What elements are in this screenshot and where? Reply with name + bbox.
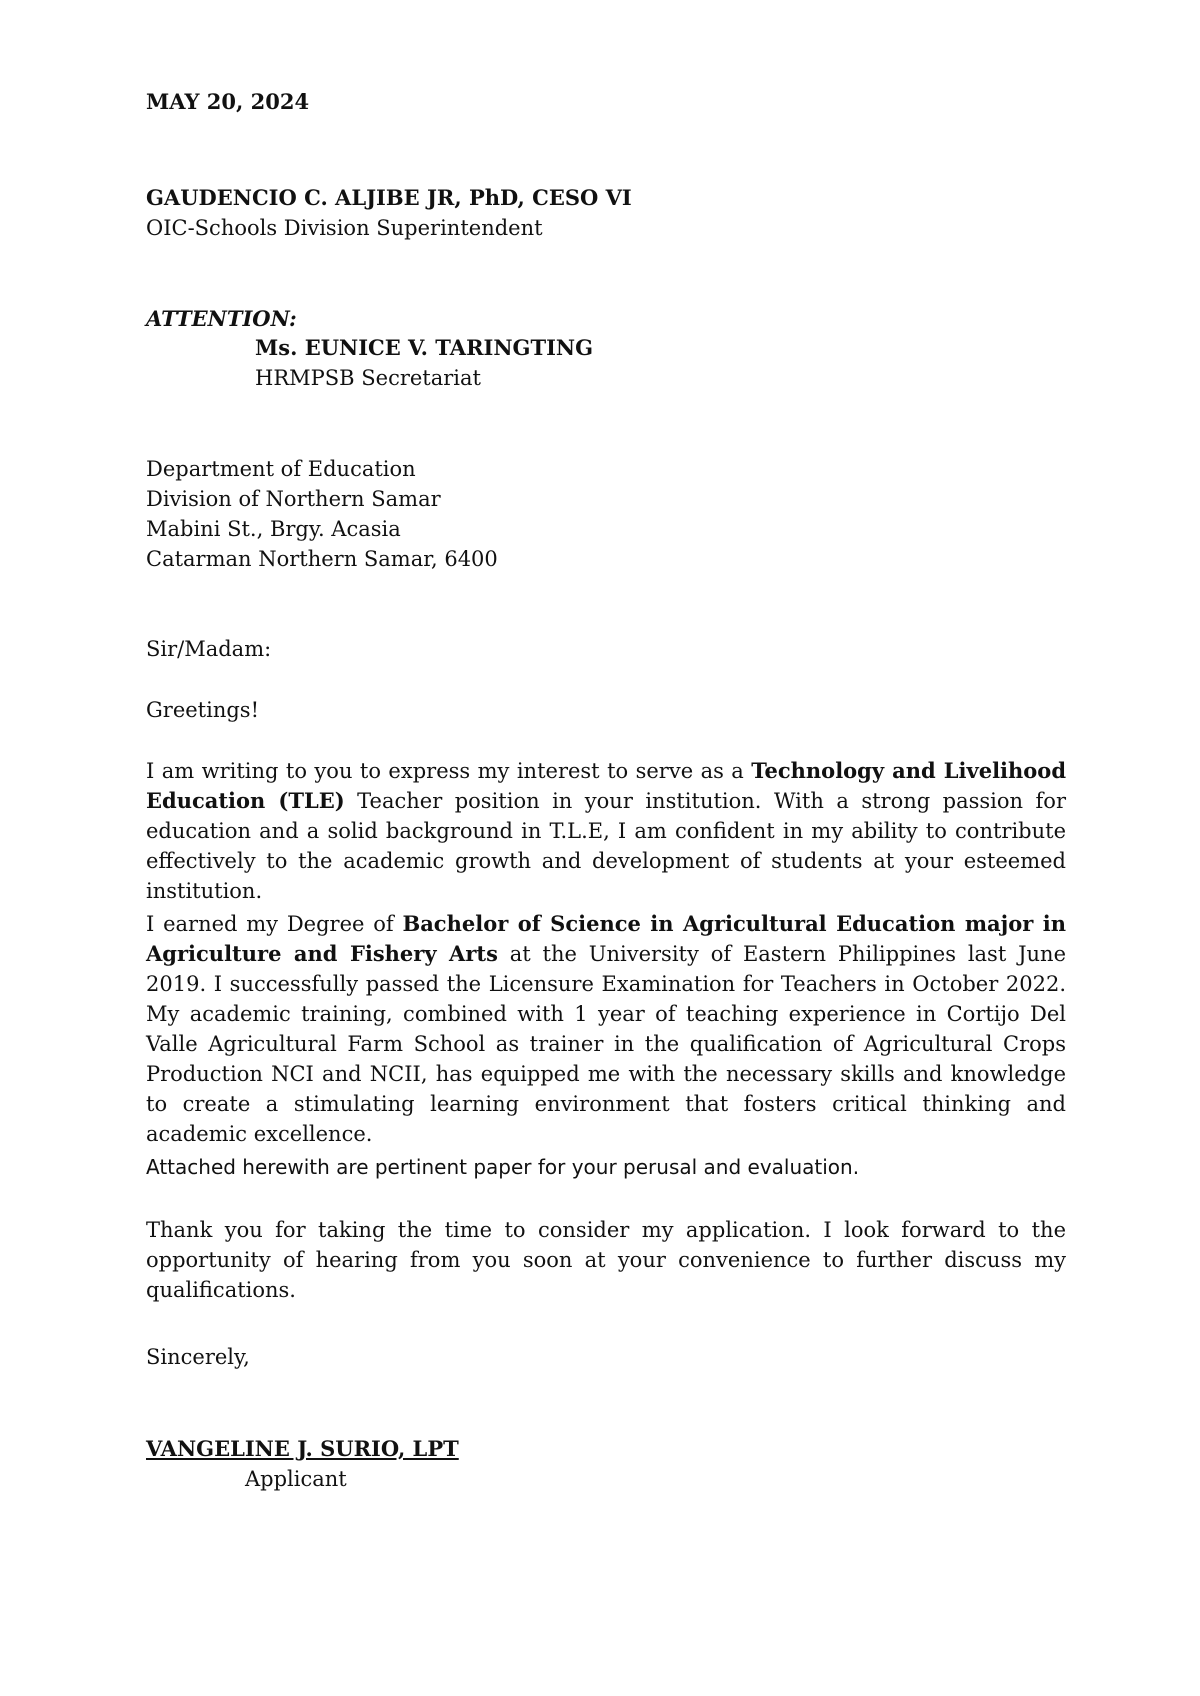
paragraph-thanks: Thank you for taking the time to consider my application. I look forward to the opportunity of hearing from you soon at your convenience to further discuss my qualifications. [146,1218,1066,1302]
address-line-3: Mabini St., Brgy. Acasia [146,517,401,541]
paragraph-interest-text-2: Teacher position in your institution. With a strong passion for education and a solid background in T.L.E, I am confident in my ability to contribute effectively to the academic growth and development of students at your esteemed institution. [146,789,1066,903]
paragraph-attachments: Attached herewith are pertinent paper for your perusal and evaluation. [146,1155,860,1179]
salutation: Sir/Madam: [146,637,272,661]
signatory-name: VANGELINE J. SURIO, LPT [146,1436,459,1461]
position-title: Technology and Livelihood Education (TLE) [146,758,1067,813]
signatory-role: Applicant [245,1467,347,1491]
degree-title: Bachelor of Science in Agricultural Education major in Agriculture and Fishery Arts [146,911,1066,966]
greeting: Greetings! [146,698,260,722]
paragraph-interest [146,756,1066,906]
closing: Sincerely, [146,1345,250,1369]
recipient-title: OIC-Schools Division Superintendent [146,216,543,240]
address-line-1: Department of Education [146,457,416,481]
paragraph-qualifications-text-2: at the University of Eastern Philippines last June 2019. I successfully passed the Licensure Examination for Teachers in October 2022. My academic training, combined with 1 year of teaching experience in Cortijo Del Valle Agricultural Farm School as trainer in the qualification of Agricultural Crops Production NCI and NCII, has equipped me with the necessary skills and knowledge to create a stimulating learning environment that fosters critical thinking and academic excellence. [146,942,1067,1146]
paragraph-interest-text-1: I am writing to you to express my interest to serve as a [146,759,752,783]
address-line-2: Division of Northern Samar [146,487,441,511]
recipient-name: GAUDENCIO C. ALJIBE JR, PhD, CESO VI [146,185,632,210]
paragraph-qualifications [146,909,1066,1149]
address-line-4: Catarman Northern Samar, 6400 [146,547,498,571]
letter-date: MAY 20, 2024 [146,89,310,114]
attention-title: HRMPSB Secretariat [255,366,481,390]
attention-name: Ms. EUNICE V. TARINGTING [255,335,594,360]
attention-label: ATTENTION: [146,306,297,331]
paragraph-qualifications-text-1: I earned my Degree of [146,912,403,936]
